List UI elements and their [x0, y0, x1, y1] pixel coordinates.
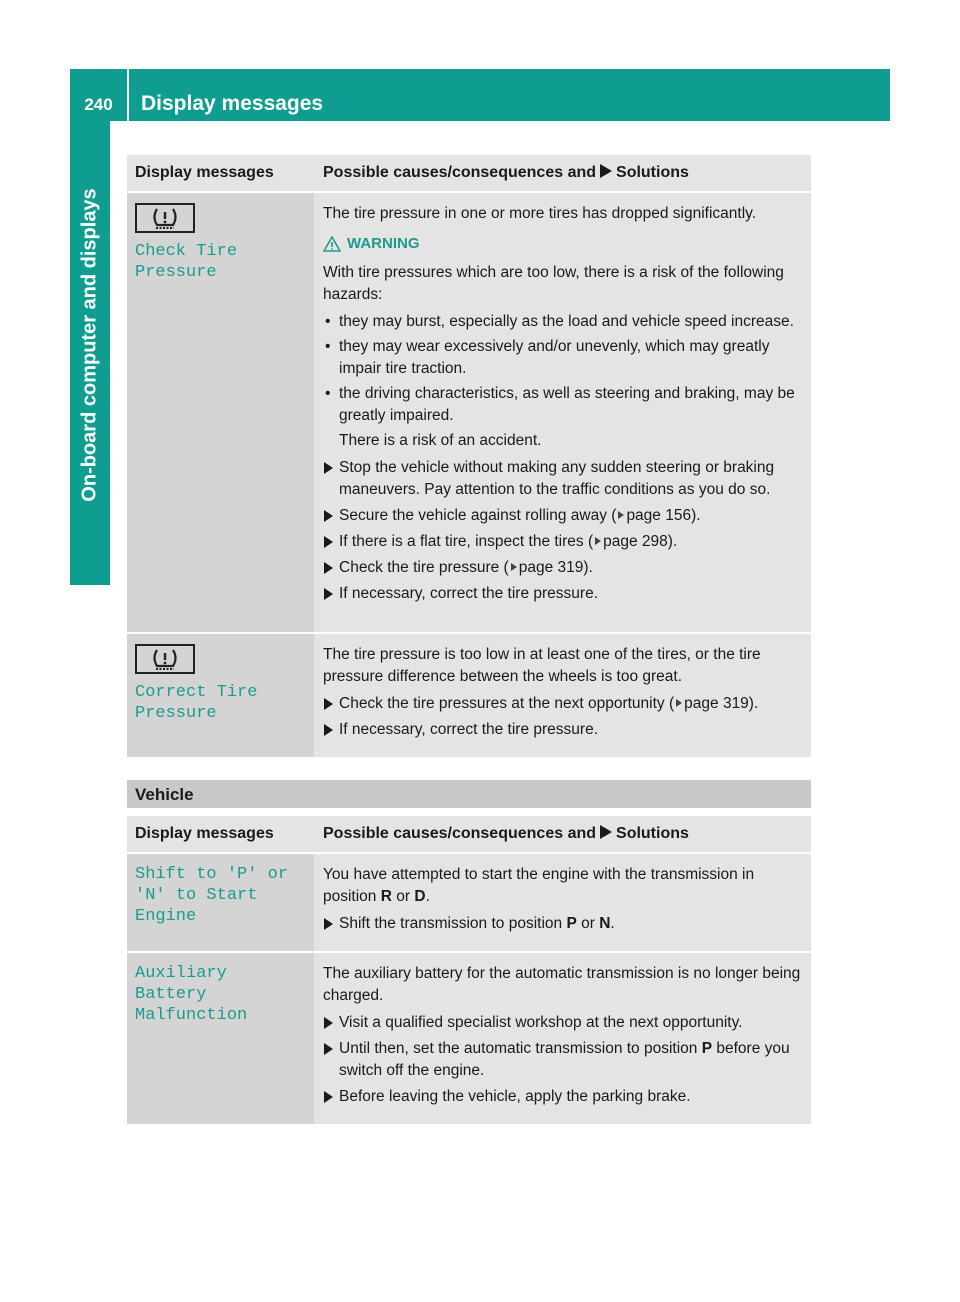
col-header-display-messages: Display messages	[127, 816, 314, 853]
page-number: 240	[84, 95, 113, 114]
step-arrow-icon	[324, 1091, 333, 1103]
step-arrow-icon	[324, 1043, 333, 1055]
intro-text: The tire pressure is too low in at least one of the tires, or the tire pressure difference between the wheels is too great.	[323, 646, 761, 685]
table-header-row	[127, 155, 811, 192]
solutions-arrow-icon	[600, 825, 612, 839]
display-message-cell	[127, 192, 314, 633]
col-header-causes-solutions: Possible causes/consequences and Solutions	[314, 155, 811, 192]
display-message-cell	[127, 952, 314, 1125]
step-arrow-icon	[324, 724, 333, 736]
page-reference-link[interactable]: page 156).	[626, 507, 701, 524]
tire-pressure-warning-icon	[135, 203, 195, 233]
message-aux-battery-line1: Auxiliary Battery	[135, 964, 227, 1004]
step-item: Before leaving the vehicle, apply the parking brake.	[323, 1086, 805, 1108]
step-arrow-icon	[324, 562, 333, 574]
display-message-cell	[127, 853, 314, 952]
page-ref-arrow-icon	[618, 511, 624, 519]
step-item: Visit a qualified specialist workshop at the next opportunity.	[323, 1012, 805, 1034]
step-arrow-icon	[324, 588, 333, 600]
causes-solutions-cell	[314, 952, 811, 1125]
tire-pressure-table	[127, 155, 811, 759]
intro-text: The tire pressure in one or more tires has dropped significantly.	[323, 205, 757, 222]
step-arrow-icon	[324, 536, 333, 548]
causes-solutions-cell	[314, 192, 811, 633]
section-title-vehicle: Vehicle	[127, 780, 811, 808]
list-item: • the driving characteristics, as well as steering and braking, may be greatly impaired.	[323, 383, 805, 427]
page-title: Display messages	[141, 92, 324, 115]
page-ref-arrow-icon	[511, 563, 517, 571]
risk-note: There is a risk of an accident.	[339, 432, 542, 449]
hazard-list	[323, 311, 805, 427]
warning-heading: WARNING	[323, 233, 805, 255]
header-divider	[127, 69, 129, 121]
message-aux-battery-line2: Malfunction	[135, 1006, 248, 1025]
col-header-display-messages: Display messages	[127, 155, 314, 192]
step-arrow-icon	[324, 918, 333, 930]
step-arrow-icon	[324, 698, 333, 710]
message-shift-line1: Shift to 'P' or	[135, 865, 289, 884]
table-row	[127, 192, 811, 633]
col-header-causes-solutions: Possible causes/consequences and Solutions	[314, 816, 811, 853]
step-item: Shift the transmission to position P or N.	[323, 913, 805, 935]
solutions-arrow-icon	[600, 164, 612, 178]
vehicle-table	[127, 816, 811, 1126]
step-item: If necessary, correct the tire pressure.	[323, 583, 805, 605]
intro-text: The auxiliary battery for the automatic transmission is no longer being charged.	[323, 965, 801, 1004]
step-arrow-icon	[324, 462, 333, 474]
step-item: Check the tire pressure ( page 319).	[323, 557, 805, 579]
step-item: If necessary, correct the tire pressure.	[323, 719, 805, 741]
page-reference-link[interactable]: page 298).	[603, 533, 678, 550]
page-reference-link[interactable]: page 319).	[518, 559, 593, 576]
step-item: Check the tire pressures at the next opportunity ( page 319).	[323, 693, 805, 715]
message-shift-line2: 'N' to Start Engine	[135, 886, 258, 926]
step-item: If there is a flat tire, inspect the tires ( page 298).	[323, 531, 805, 553]
causes-solutions-cell	[314, 633, 811, 758]
side-tab-label: On-board computer and displays	[78, 188, 101, 502]
list-item: • they may burst, especially as the load and vehicle speed increase.	[323, 311, 805, 333]
page-ref-arrow-icon	[676, 699, 682, 707]
list-item: • they may wear excessively and/or unevenly, which may greatly impair tire traction.	[323, 336, 805, 380]
step-item: Secure the vehicle against rolling away ( page 156).	[323, 505, 805, 527]
table-row	[127, 952, 811, 1125]
warning-triangle-icon	[323, 236, 341, 252]
page-ref-arrow-icon	[595, 537, 601, 545]
table-row	[127, 633, 811, 758]
step-arrow-icon	[324, 1017, 333, 1029]
table-header-row	[127, 816, 811, 853]
warning-text: With tire pressures which are too low, there is a risk of the following hazards:	[323, 264, 784, 303]
message-check-tire-pressure: Check Tire Pressure	[135, 242, 238, 282]
step-item: Until then, set the automatic transmission to position P before you switch off the engine.	[323, 1038, 805, 1082]
page-reference-link[interactable]: page 319).	[684, 695, 759, 712]
intro-text: You have attempted to start the engine with the transmission in position R or D.	[323, 866, 755, 905]
step-item: Stop the vehicle without making any sudden steering or braking maneuvers. Pay attention to the traffic conditions as you do so.	[323, 457, 805, 501]
message-correct-tire-pressure-line2: Pressure	[135, 704, 217, 723]
display-message-cell	[127, 633, 314, 758]
causes-solutions-cell	[314, 853, 811, 952]
tire-pressure-warning-icon	[135, 644, 195, 674]
step-arrow-icon	[324, 510, 333, 522]
table-row	[127, 853, 811, 952]
message-correct-tire-pressure-line1: Correct Tire	[135, 683, 258, 702]
